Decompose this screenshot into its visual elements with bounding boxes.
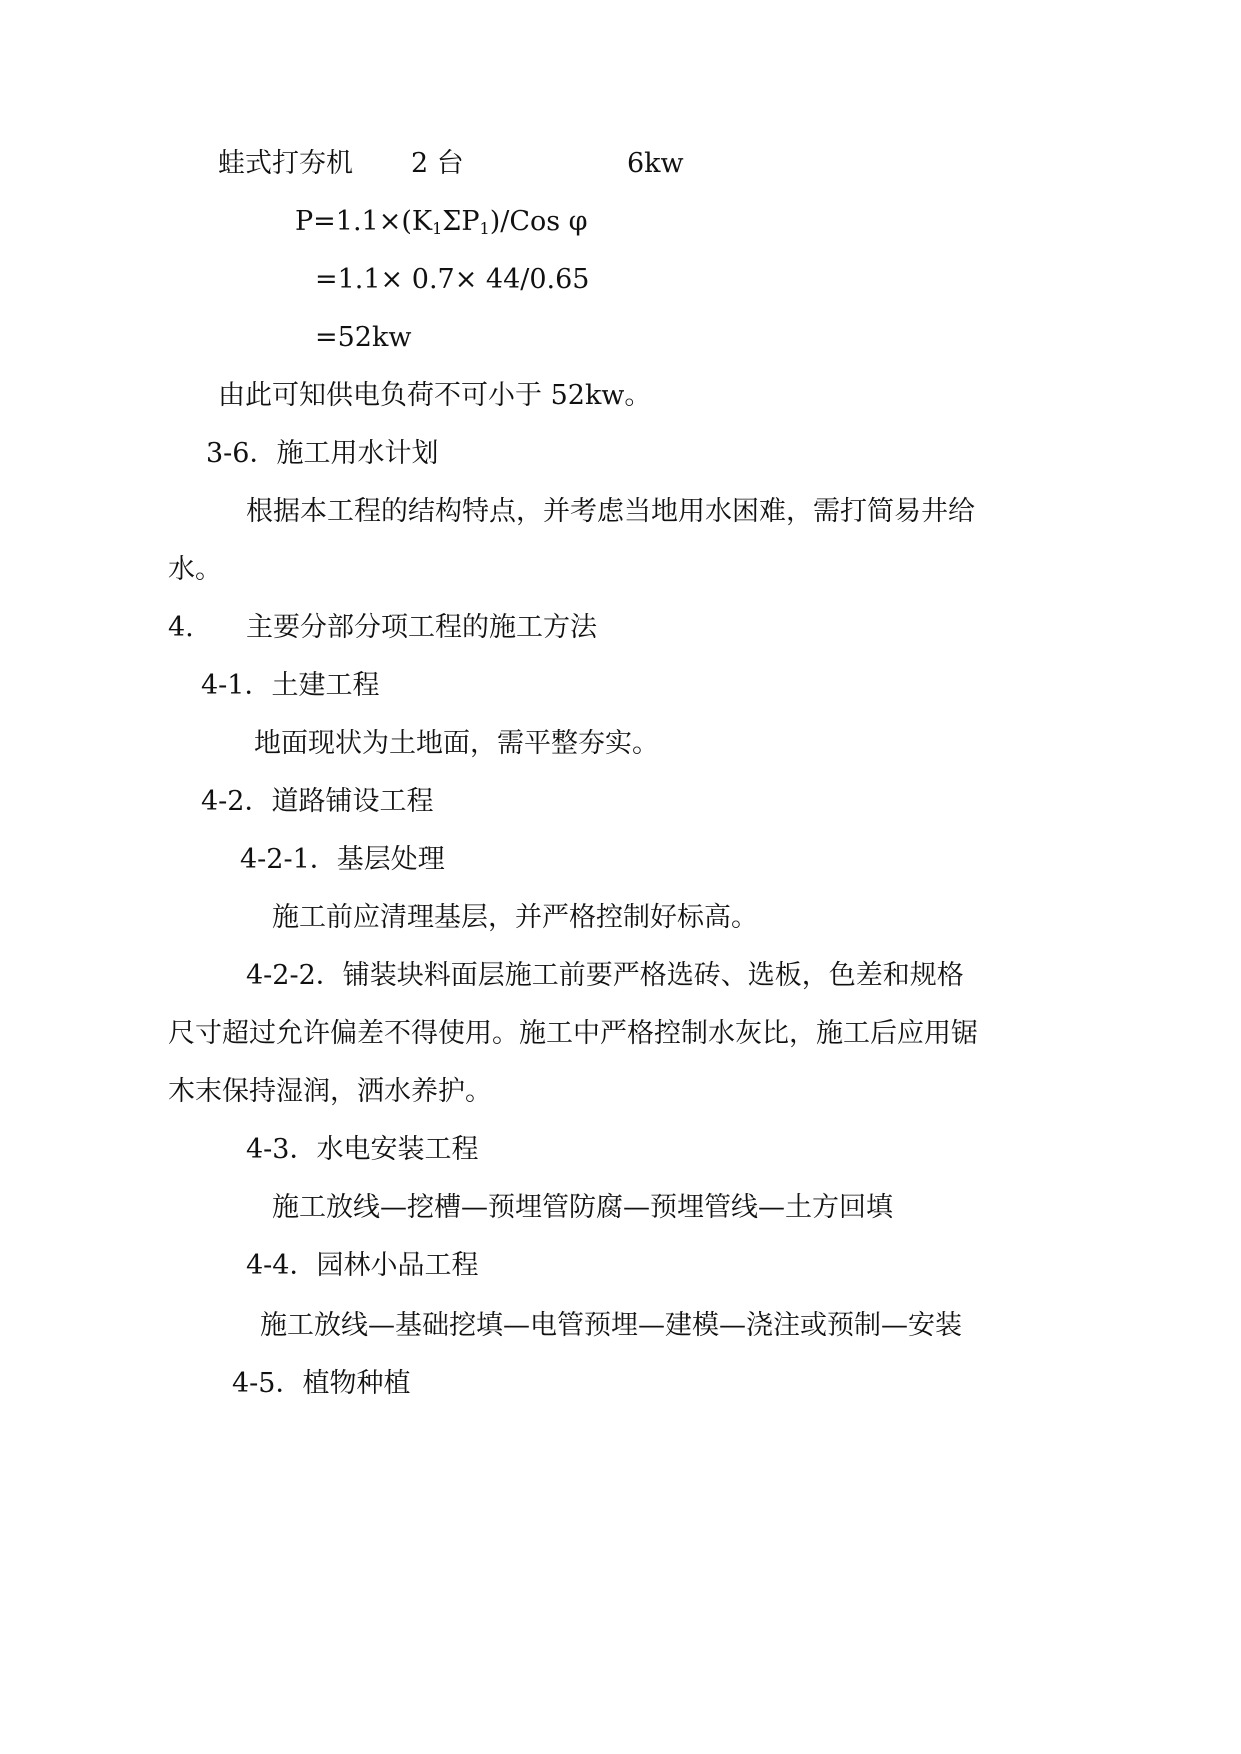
formula-subscript-p: 1 (479, 219, 490, 238)
formula-sum: ΣP (442, 206, 480, 237)
formula-suffix: )/Cos φ (489, 206, 588, 237)
equipment-quantity: 2 台 (411, 148, 464, 179)
section-4-2-1-heading: 4-2-1．基层处理 (240, 844, 445, 875)
equipment-name: 蛙式打夯机 (218, 148, 353, 179)
section-4-5-heading: 4-5．植物种植 (232, 1368, 411, 1399)
section-4-4-text: 施工放线—基础挖填—电管预埋—建模—浇注或预制—安装 (260, 1310, 962, 1341)
section-4-1-text: 地面现状为土地面，需平整夯实。 (254, 728, 659, 759)
section-4-2-2-line-3: 木末保持湿润，洒水养护。 (168, 1076, 492, 1107)
section-3-6-heading: 3-6．施工用水计划 (206, 438, 439, 469)
section-3-6-paragraph-line-2: 水。 (168, 554, 222, 585)
formula-prefix: P=1.1×(K (295, 206, 433, 237)
section-4-2-2-line-1: 4-2-2．铺装块料面层施工前要严格选砖、选板，色差和规格 (246, 960, 964, 991)
section-4-4-heading: 4-4．园林小品工程 (246, 1250, 479, 1281)
section-4-2-heading: 4-2．道路铺设工程 (201, 786, 434, 817)
section-4-3-heading: 4-3．水电安装工程 (246, 1134, 479, 1165)
formula-line-3: =52kw (315, 322, 412, 353)
formula-line-1 (295, 205, 588, 246)
formula-subscript-k: 1 (432, 219, 443, 238)
section-4-2-1-text: 施工前应清理基层，并严格控制好标高。 (272, 902, 758, 933)
section-4-title: 主要分部分项工程的施工方法 (246, 612, 597, 643)
section-3-6-paragraph-line-1: 根据本工程的结构特点，并考虑当地用水困难，需打简易井给 (246, 496, 975, 527)
section-4-2-2-line-2: 尺寸超过允许偏差不得使用。施工中严格控制水灰比，施工后应用锯 (168, 1018, 978, 1049)
formula-line-2: =1.1× 0.7× 44/0.65 (315, 264, 590, 295)
equipment-power: 6kw (627, 148, 684, 179)
section-4-1-heading: 4-1．土建工程 (201, 670, 380, 701)
section-4-3-text: 施工放线—挖槽—预埋管防腐—预埋管线—土方回填 (272, 1192, 893, 1223)
conclusion-text: 由此可知供电负荷不可小于 52kw。 (218, 380, 652, 411)
section-4-number: 4. (168, 612, 194, 643)
